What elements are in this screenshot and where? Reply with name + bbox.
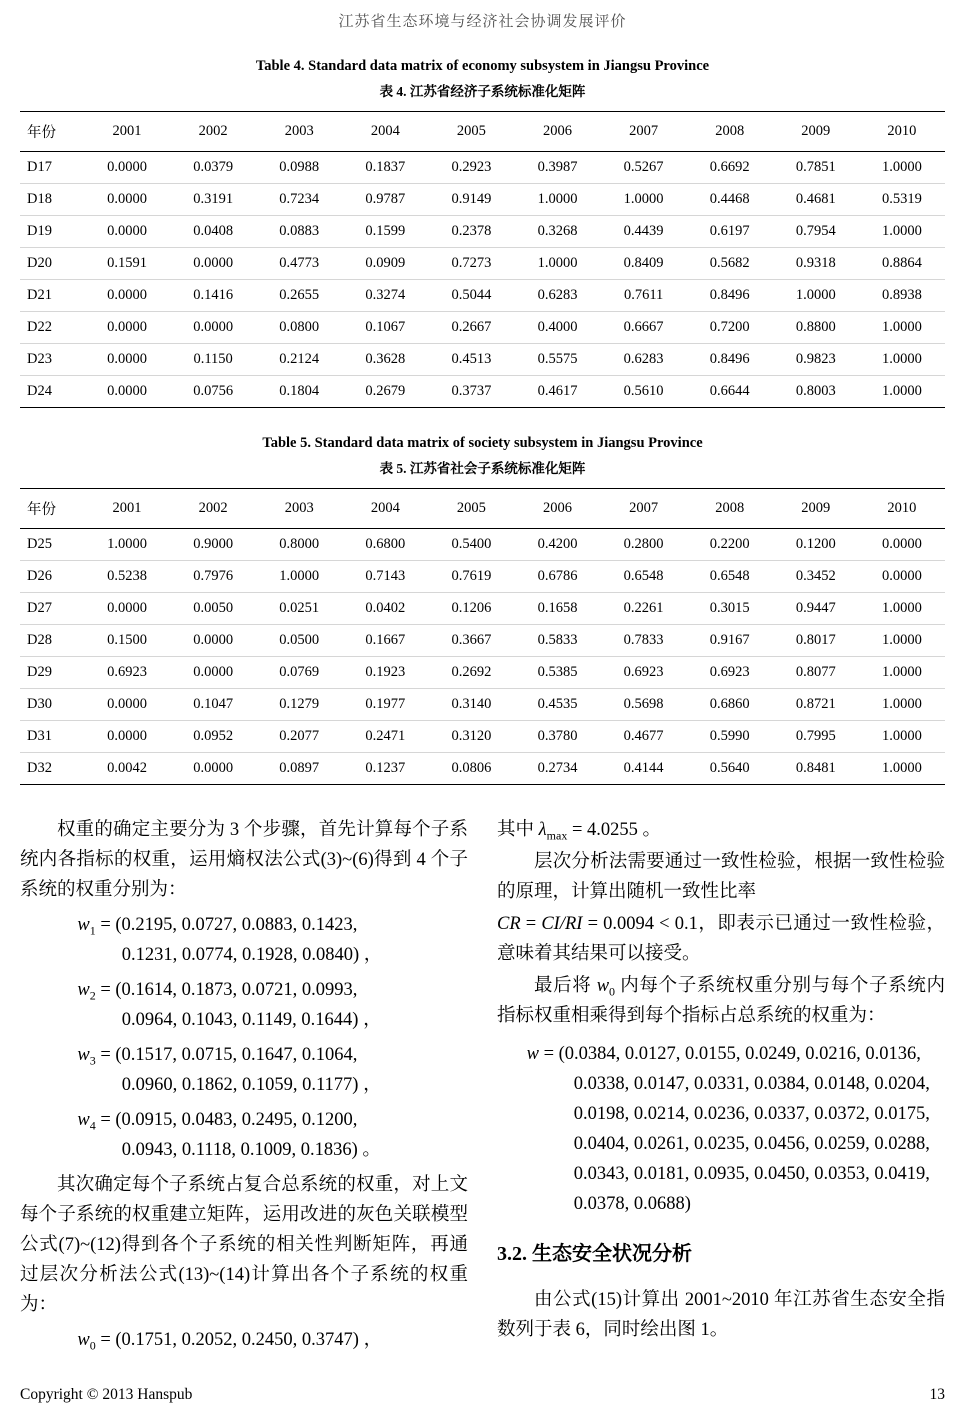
column-header: 2006 bbox=[514, 489, 600, 529]
paragraph-eco-security: 由公式(15)计算出 2001~2010 年江苏省生态安全指数列于表 6，同时绘出图 1。 bbox=[497, 1290, 945, 1340]
column-header: 2010 bbox=[859, 489, 945, 529]
data-cell: 0.0000 bbox=[84, 280, 170, 312]
row-label: D23 bbox=[20, 344, 84, 376]
data-cell: 0.3191 bbox=[170, 184, 256, 216]
math-var-cr: CR bbox=[497, 914, 521, 934]
column-header: 2008 bbox=[687, 489, 773, 529]
table-row bbox=[20, 312, 945, 344]
data-cell: 0.7851 bbox=[795, 159, 836, 175]
data-cell: 0.6692 bbox=[709, 159, 750, 175]
data-cell: 0.0909 bbox=[342, 248, 428, 280]
math-var: w bbox=[596, 976, 610, 996]
lambda-value: = 4.0255 。 bbox=[571, 820, 662, 840]
data-cell: 0.4200 bbox=[537, 536, 578, 552]
formula-line: 0.0338, 0.0147, 0.0331, 0.0384, 0.0148, 0.0204, bbox=[573, 1074, 930, 1094]
math-expr: = (0.1751, 0.2052, 0.2450, 0.3747) ， bbox=[100, 1330, 383, 1350]
data-cell: 0.0897 bbox=[256, 753, 342, 785]
row-label: D31 bbox=[20, 721, 84, 753]
data-cell: 0.0756 bbox=[170, 376, 256, 408]
data-cell: 0.5990 bbox=[687, 721, 773, 753]
data-cell: 1.0000 bbox=[859, 593, 945, 625]
data-cell: 0.8864 bbox=[859, 248, 945, 280]
table-row bbox=[20, 593, 945, 625]
formula-line: 0.0378, 0.0688) bbox=[573, 1194, 691, 1214]
table4 bbox=[20, 111, 945, 408]
lambda-statement bbox=[497, 815, 945, 845]
data-cell: 0.8496 bbox=[687, 280, 773, 312]
column-header: 2004 bbox=[342, 112, 428, 152]
row-label: D21 bbox=[20, 280, 84, 312]
data-cell: 0.3987 bbox=[537, 159, 578, 175]
data-cell: 1.0000 bbox=[859, 216, 945, 248]
formula-line: 0.0960, 0.1862, 0.1059, 0.1177) ， bbox=[121, 1075, 382, 1095]
right-column bbox=[497, 815, 945, 1360]
formula-w0 bbox=[77, 1325, 468, 1355]
table5-caption-en: Table 5. Standard data matrix of society subsystem in Jiangsu Province bbox=[262, 435, 703, 451]
data-cell: 0.0000 bbox=[84, 184, 170, 216]
data-cell: 0.0883 bbox=[256, 216, 342, 248]
math-expr: = (0.0915, 0.0483, 0.2495, 0.1200, bbox=[100, 1110, 358, 1130]
column-header: 2001 bbox=[84, 489, 170, 529]
page-footer bbox=[20, 1386, 945, 1404]
data-cell: 0.6283 bbox=[514, 280, 600, 312]
data-cell: 0.3667 bbox=[428, 625, 514, 657]
formula-line: 0.0964, 0.1043, 0.1149, 0.1644) ， bbox=[121, 1010, 382, 1030]
data-cell: 0.9149 bbox=[428, 184, 514, 216]
data-cell: 0.4468 bbox=[687, 184, 773, 216]
math-sub: 3 bbox=[89, 1053, 96, 1068]
math-expr: = (0.1614, 0.1873, 0.0721, 0.0993, bbox=[100, 980, 358, 1000]
data-cell: 0.0800 bbox=[256, 312, 342, 344]
data-cell: 0.3140 bbox=[428, 689, 514, 721]
data-cell: 0.5610 bbox=[601, 376, 687, 408]
data-cell: 0.9318 bbox=[773, 248, 859, 280]
data-cell: 0.1591 bbox=[84, 248, 170, 280]
data-cell: 0.6923 bbox=[84, 657, 170, 689]
row-label: D28 bbox=[20, 625, 84, 657]
data-cell: 0.8938 bbox=[859, 280, 945, 312]
data-cell: 0.0000 bbox=[170, 248, 256, 280]
data-cell: 0.3737 bbox=[428, 376, 514, 408]
column-header: 2003 bbox=[256, 112, 342, 152]
formula-line bbox=[77, 1325, 468, 1355]
data-cell: 0.4681 bbox=[773, 184, 859, 216]
column-header: 2010 bbox=[859, 112, 945, 152]
data-cell: 0.7273 bbox=[428, 248, 514, 280]
data-cell: 0.2667 bbox=[428, 312, 514, 344]
page-number: 13 bbox=[929, 1386, 945, 1403]
formula-line: 0.0943, 0.1118, 0.1009, 0.1836) 。 bbox=[121, 1140, 381, 1160]
paragraph-subsystem-weights: 其次确定每个子系统占复合总系统的权重，对上文每个子系统的权重建立矩阵，运用改进的灰色关联模型公式(7)~(12)得到各个子系统的相关性判断矩阵，再通过层次分析法公式(13)~(14)计算出各个子系统的权重为： bbox=[20, 1175, 468, 1315]
table-row bbox=[20, 344, 945, 376]
data-cell: 0.4144 bbox=[601, 753, 687, 785]
data-cell: 0.1667 bbox=[342, 625, 428, 657]
data-cell: 1.0000 bbox=[601, 184, 687, 216]
math-value: = 0.0094 < 0.1 bbox=[582, 914, 698, 934]
data-cell: 0.1200 bbox=[795, 536, 836, 552]
data-cell: 0.6644 bbox=[687, 376, 773, 408]
data-cell: 0.1977 bbox=[342, 689, 428, 721]
data-cell: 0.9167 bbox=[687, 625, 773, 657]
lambda-prefix: 其中 bbox=[497, 820, 535, 840]
data-cell: 0.0769 bbox=[256, 657, 342, 689]
body-columns bbox=[20, 815, 945, 1360]
math-sub: 2 bbox=[89, 988, 96, 1003]
data-cell: 0.5575 bbox=[514, 344, 600, 376]
data-cell: 0.2261 bbox=[601, 593, 687, 625]
data-cell: 0.2077 bbox=[256, 721, 342, 753]
data-cell: 0.8003 bbox=[773, 376, 859, 408]
table-row bbox=[20, 248, 945, 280]
data-cell: 0.1047 bbox=[170, 689, 256, 721]
data-cell: 1.0000 bbox=[773, 280, 859, 312]
math-var: w bbox=[526, 1044, 539, 1064]
math-sub: 0 bbox=[89, 1338, 96, 1353]
data-cell: 1.0000 bbox=[881, 159, 922, 175]
data-cell: 0.8017 bbox=[773, 625, 859, 657]
table-row bbox=[20, 689, 945, 721]
data-cell: 0.2471 bbox=[342, 721, 428, 753]
data-cell: 0.1658 bbox=[514, 593, 600, 625]
formula-w3 bbox=[77, 1040, 468, 1100]
table-row bbox=[20, 721, 945, 753]
row-label: D26 bbox=[20, 561, 84, 593]
data-cell: 0.0000 bbox=[84, 593, 170, 625]
data-cell: 0.3452 bbox=[773, 561, 859, 593]
data-cell: 1.0000 bbox=[859, 721, 945, 753]
column-header: 2007 bbox=[601, 112, 687, 152]
data-cell: 0.1150 bbox=[170, 344, 256, 376]
data-cell: 0.4513 bbox=[428, 344, 514, 376]
data-cell: 0.5698 bbox=[601, 689, 687, 721]
column-header: 2004 bbox=[342, 489, 428, 529]
data-cell: 0.7619 bbox=[428, 561, 514, 593]
data-cell: 0.1416 bbox=[170, 280, 256, 312]
data-cell: 0.8000 bbox=[279, 536, 320, 552]
table-header-row bbox=[20, 489, 945, 529]
data-cell: 0.0000 bbox=[84, 216, 170, 248]
data-cell: 0.6548 bbox=[687, 561, 773, 593]
data-cell: 0.5833 bbox=[514, 625, 600, 657]
table4-caption-zh: 表 4. 江苏省经济子系统标准化矩阵 bbox=[379, 84, 586, 99]
data-cell: 0.3120 bbox=[428, 721, 514, 753]
paragraph-cr-result bbox=[497, 909, 945, 969]
data-cell: 0.1067 bbox=[342, 312, 428, 344]
row-label: D17 bbox=[27, 159, 52, 175]
data-cell: 0.3628 bbox=[342, 344, 428, 376]
left-column bbox=[20, 815, 468, 1360]
data-cell: 1.0000 bbox=[256, 561, 342, 593]
data-cell: 0.9447 bbox=[773, 593, 859, 625]
column-header: 2005 bbox=[428, 489, 514, 529]
column-header: 2009 bbox=[773, 112, 859, 152]
data-cell: 0.5267 bbox=[623, 159, 664, 175]
math-sub: 4 bbox=[89, 1118, 96, 1133]
math-var-lambda: λ bbox=[538, 820, 547, 840]
math-var: w bbox=[77, 1110, 90, 1130]
data-cell: 0.3015 bbox=[687, 593, 773, 625]
data-cell: 1.0000 bbox=[859, 344, 945, 376]
formula-line: 0.1231, 0.0774, 0.1928, 0.0840) ， bbox=[121, 945, 383, 965]
data-cell: 0.4773 bbox=[256, 248, 342, 280]
table4-caption-en: Table 4. Standard data matrix of economy subsystem in Jiangsu Province bbox=[255, 58, 710, 74]
data-cell: 0.0000 bbox=[84, 312, 170, 344]
table4-caption bbox=[20, 58, 945, 100]
table-row bbox=[20, 753, 945, 785]
data-cell: 0.5044 bbox=[428, 280, 514, 312]
data-cell: 0.2800 bbox=[623, 536, 664, 552]
data-cell: 0.2923 bbox=[451, 159, 492, 175]
column-header: 2008 bbox=[687, 112, 773, 152]
data-cell: 0.6548 bbox=[601, 561, 687, 593]
data-cell: 0.0402 bbox=[342, 593, 428, 625]
formula-w4 bbox=[77, 1105, 468, 1165]
math-var: w bbox=[77, 980, 90, 1000]
math-expr: = (0.1517, 0.0715, 0.1647, 0.1064, bbox=[100, 1045, 358, 1065]
table-row bbox=[20, 216, 945, 248]
math-expr: = (0.2195, 0.0727, 0.0883, 0.1423, bbox=[100, 915, 358, 935]
data-cell: 0.3274 bbox=[342, 280, 428, 312]
formula-w-total bbox=[527, 1039, 945, 1219]
data-cell: 0.6800 bbox=[365, 536, 406, 552]
data-cell: 0.0042 bbox=[84, 753, 170, 785]
table-row bbox=[20, 625, 945, 657]
data-cell: 0.1279 bbox=[256, 689, 342, 721]
data-cell: 1.0000 bbox=[514, 248, 600, 280]
copyright-text: Copyright © 2013 Hanspub bbox=[20, 1386, 193, 1403]
data-cell: 0.5682 bbox=[687, 248, 773, 280]
data-cell: 0.7954 bbox=[773, 216, 859, 248]
data-cell: 0.5319 bbox=[859, 184, 945, 216]
formula-line bbox=[77, 975, 468, 1005]
cr-conclusion: ，即表示已通过一致性检验，意味着其结果可以接受。 bbox=[497, 914, 945, 964]
column-header: 2009 bbox=[773, 489, 859, 529]
data-cell: 0.1599 bbox=[342, 216, 428, 248]
formula-line bbox=[527, 1039, 945, 1069]
table5 bbox=[20, 488, 945, 785]
data-cell: 0.6923 bbox=[687, 657, 773, 689]
data-cell: 1.0000 bbox=[859, 625, 945, 657]
data-cell: 0.1837 bbox=[365, 159, 406, 175]
data-cell: 0.2679 bbox=[342, 376, 428, 408]
data-cell: 0.0500 bbox=[256, 625, 342, 657]
column-header: 2006 bbox=[514, 112, 600, 152]
data-cell: 0.8077 bbox=[773, 657, 859, 689]
data-cell: 0.5640 bbox=[687, 753, 773, 785]
data-cell: 0.9823 bbox=[773, 344, 859, 376]
data-cell: 0.2692 bbox=[428, 657, 514, 689]
data-cell: 0.7143 bbox=[342, 561, 428, 593]
table5-caption bbox=[20, 435, 945, 477]
data-cell: 0.8800 bbox=[773, 312, 859, 344]
data-cell: 0.7833 bbox=[601, 625, 687, 657]
column-header: 年份 bbox=[20, 489, 84, 529]
table-row bbox=[20, 376, 945, 408]
table-row bbox=[20, 657, 945, 689]
row-label: D19 bbox=[20, 216, 84, 248]
data-cell: 1.0000 bbox=[859, 753, 945, 785]
data-cell: 0.5400 bbox=[451, 536, 492, 552]
data-cell: 0.2378 bbox=[428, 216, 514, 248]
data-cell: 0.0050 bbox=[170, 593, 256, 625]
data-cell: 1.0000 bbox=[859, 312, 945, 344]
data-cell: 0.2200 bbox=[709, 536, 750, 552]
data-cell: 0.0000 bbox=[170, 625, 256, 657]
column-header: 年份 bbox=[20, 112, 84, 152]
table-row bbox=[20, 152, 945, 184]
row-label: D18 bbox=[20, 184, 84, 216]
formula-line: 0.0198, 0.0214, 0.0236, 0.0337, 0.0372, 0.0175, bbox=[573, 1104, 930, 1124]
data-cell: 0.1500 bbox=[84, 625, 170, 657]
running-head: 江苏省生态环境与经济社会协调发展评价 bbox=[338, 14, 627, 30]
data-cell: 0.0000 bbox=[170, 312, 256, 344]
data-cell: 0.1237 bbox=[342, 753, 428, 785]
data-cell: 0.4439 bbox=[601, 216, 687, 248]
column-header: 2003 bbox=[256, 489, 342, 529]
data-cell: 0.7200 bbox=[687, 312, 773, 344]
data-cell: 0.4677 bbox=[601, 721, 687, 753]
data-cell: 0.0000 bbox=[84, 376, 170, 408]
column-header: 2002 bbox=[170, 489, 256, 529]
data-cell: 0.8481 bbox=[773, 753, 859, 785]
data-cell: 0.0000 bbox=[84, 689, 170, 721]
data-cell: 0.3780 bbox=[514, 721, 600, 753]
formula-line bbox=[77, 1105, 468, 1135]
math-sub: 1 bbox=[89, 923, 96, 938]
math-sub: 0 bbox=[609, 984, 616, 999]
paragraph-final-weights bbox=[497, 971, 945, 1031]
data-cell: 0.9000 bbox=[193, 536, 234, 552]
math-var: w bbox=[77, 915, 90, 935]
data-cell: 0.1923 bbox=[342, 657, 428, 689]
table-row bbox=[20, 280, 945, 312]
table-row bbox=[20, 561, 945, 593]
data-cell: 0.6197 bbox=[687, 216, 773, 248]
data-cell: 0.1804 bbox=[256, 376, 342, 408]
data-cell: 0.5385 bbox=[514, 657, 600, 689]
math-eq: = bbox=[520, 914, 542, 934]
data-cell: 0.0000 bbox=[170, 753, 256, 785]
text-segment: 最后将 bbox=[534, 976, 597, 996]
data-cell: 0.0000 bbox=[881, 536, 922, 552]
data-cell: 0.0000 bbox=[107, 159, 147, 175]
row-label: D30 bbox=[20, 689, 84, 721]
column-header: 2002 bbox=[170, 112, 256, 152]
data-cell: 0.8409 bbox=[601, 248, 687, 280]
data-cell: 0.0000 bbox=[170, 657, 256, 689]
math-frac-ci-ri: CI/RI bbox=[541, 914, 583, 934]
text-segment: 内每个子系统权重分别与每个子系统内指标权重相乘得到每个指标占总系统的权重为： bbox=[497, 976, 945, 1026]
data-cell: 0.2734 bbox=[514, 753, 600, 785]
column-header: 2005 bbox=[428, 112, 514, 152]
data-cell: 0.6860 bbox=[687, 689, 773, 721]
row-label: D27 bbox=[20, 593, 84, 625]
data-cell: 0.0000 bbox=[859, 561, 945, 593]
data-cell: 0.0988 bbox=[279, 159, 320, 175]
data-cell: 0.7234 bbox=[256, 184, 342, 216]
formula-line bbox=[77, 910, 468, 940]
data-cell: 0.8496 bbox=[687, 344, 773, 376]
row-label: D32 bbox=[20, 753, 84, 785]
table5-caption-zh: 表 5. 江苏省社会子系统标准化矩阵 bbox=[379, 461, 586, 476]
data-cell: 0.0408 bbox=[170, 216, 256, 248]
data-cell: 0.4535 bbox=[514, 689, 600, 721]
data-cell: 0.6923 bbox=[601, 657, 687, 689]
data-cell: 1.0000 bbox=[859, 376, 945, 408]
data-cell: 0.0000 bbox=[84, 721, 170, 753]
data-cell: 1.0000 bbox=[859, 689, 945, 721]
data-cell: 0.0952 bbox=[170, 721, 256, 753]
data-cell: 0.1206 bbox=[428, 593, 514, 625]
formula-line bbox=[77, 1040, 468, 1070]
data-cell: 1.0000 bbox=[514, 184, 600, 216]
data-cell: 0.8721 bbox=[773, 689, 859, 721]
data-cell: 0.5238 bbox=[84, 561, 170, 593]
math-expr: = (0.0384, 0.0127, 0.0155, 0.0249, 0.0216, 0.0136, bbox=[543, 1044, 921, 1064]
data-cell: 0.0000 bbox=[84, 344, 170, 376]
data-cell: 0.6283 bbox=[601, 344, 687, 376]
math-sub: max bbox=[546, 828, 568, 843]
data-cell: 0.3268 bbox=[514, 216, 600, 248]
paragraph-weights-intro: 权重的确定主要分为 3 个步骤，首先计算每个子系统内各指标的权重，运用熵权法公式(3)~(6)得到 4 个子系统的权重分别为： bbox=[20, 820, 468, 900]
data-cell: 1.0000 bbox=[859, 657, 945, 689]
formula-line: 0.0404, 0.0261, 0.0235, 0.0456, 0.0259, 0.0288, bbox=[573, 1134, 930, 1154]
data-cell: 0.2124 bbox=[256, 344, 342, 376]
math-var: w bbox=[77, 1330, 90, 1350]
data-cell: 0.9787 bbox=[342, 184, 428, 216]
row-label: D25 bbox=[27, 536, 52, 552]
data-cell: 0.6667 bbox=[601, 312, 687, 344]
data-cell: 1.0000 bbox=[107, 536, 147, 552]
data-cell: 0.0806 bbox=[428, 753, 514, 785]
row-label: D20 bbox=[20, 248, 84, 280]
data-cell: 0.2655 bbox=[256, 280, 342, 312]
row-label: D29 bbox=[20, 657, 84, 689]
column-header: 2007 bbox=[601, 489, 687, 529]
math-var: w bbox=[77, 1045, 90, 1065]
data-cell: 0.7995 bbox=[773, 721, 859, 753]
column-header: 2001 bbox=[84, 112, 170, 152]
data-cell: 0.4000 bbox=[514, 312, 600, 344]
data-cell: 0.0251 bbox=[256, 593, 342, 625]
paragraph-consistency-intro: 层次分析法需要通过一致性检验，根据一致性检验的原理，计算出随机一致性比率 bbox=[497, 852, 945, 902]
row-label: D22 bbox=[20, 312, 84, 344]
table-header-row bbox=[20, 112, 945, 152]
data-cell: 0.7611 bbox=[601, 280, 687, 312]
table-row bbox=[20, 184, 945, 216]
formula-w1 bbox=[77, 910, 468, 970]
data-cell: 0.0379 bbox=[193, 159, 234, 175]
data-cell: 0.6786 bbox=[514, 561, 600, 593]
row-label: D24 bbox=[20, 376, 84, 408]
data-cell: 0.7976 bbox=[170, 561, 256, 593]
data-cell: 0.4617 bbox=[514, 376, 600, 408]
formula-w2 bbox=[77, 975, 468, 1035]
table-row bbox=[20, 529, 945, 561]
formula-line: 0.0343, 0.0181, 0.0935, 0.0450, 0.0353, 0.0419, bbox=[573, 1164, 930, 1184]
section-heading-3-2: 3.2. 生态安全状况分析 bbox=[497, 1243, 692, 1265]
